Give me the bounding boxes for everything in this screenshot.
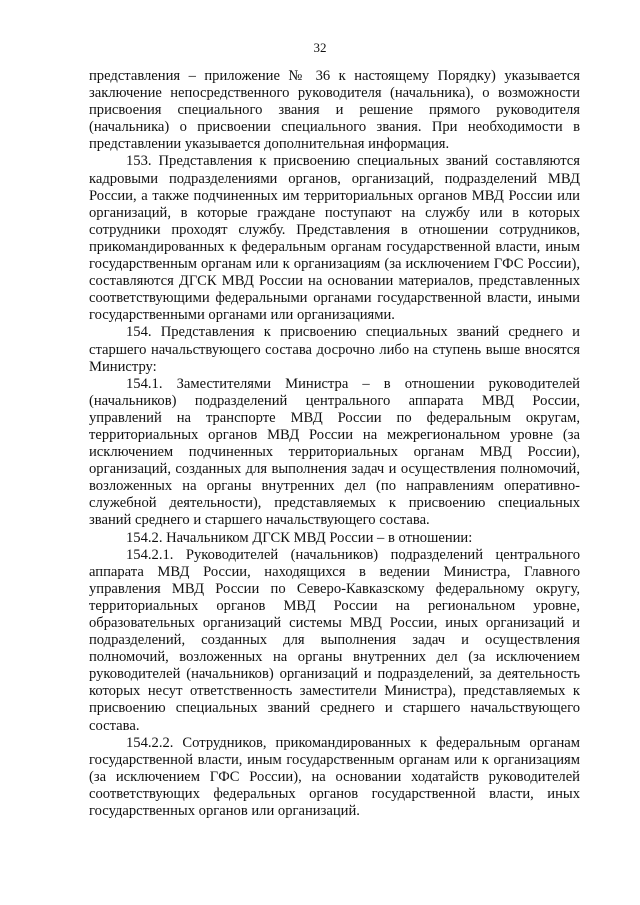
paragraph-154-2-1: 154.2.1. Руководителей (начальников) подразделений центрального аппарата МВД России, находящихся в ведении Министра, Главного управления МВД России по Северо-Кавказскому федеральному округу, территориальных органов МВД России на региональном уровне, образовательных организаций системы МВД России, иных организаций и подразделений, созданных для выполнения задач и осуществления полномочий, возложенных на органы внутренних дел (за исключением руководителей (начальников) организаций и подразделений, за деятельность которых несут ответственность заместители Министра), представляемых к присвоению специальных званий среднего и старшего начальствующего состава. <box>89 546 580 734</box>
paragraph-154: 154. Представления к присвоению специальных званий среднего и старшего начальствующего состава досрочно либо на ступень выше вносятся Министру: <box>89 324 580 375</box>
page-number: 32 <box>313 40 327 55</box>
document-body <box>89 68 580 820</box>
paragraph-153: 153. Представления к присвоению специальных званий составляются кадровыми подразделениями органов, организаций, подразделений МВД России, а также подчиненных им территориальных органов МВД России или организаций, в которые граждане поступают на службу или в которых сотрудники проходят службу. Представления в отношении сотрудников, прикомандированных к федеральным органам государственной власти, иным государственным органам или к организациям (за исключением ГФС России), составляются ДГСК МВД России на основании материалов, представленных соответствующими федеральными органами государственной власти, иными государственными органами или организациями. <box>89 153 580 324</box>
paragraph-154-2: 154.2. Начальником ДГСК МВД России – в отношении: <box>126 529 473 546</box>
paragraph-154-1: 154.1. Заместителями Министра – в отношении руководителей (начальников) подразделений центрального аппарата МВД России, управлений на транспорте МВД России по федеральным округам, территориальных органов МВД России на межрегиональном уровне (за исключением подчиненных территориальных органам МВД России), организаций, созданных для выполнения задач и осуществления полномочий, возложенных на органы внутренних дел (по направлениям оперативно-служебной деятельности), представляемых к присвоению специальных званий среднего и старшего начальствующего состава. <box>89 375 580 529</box>
paragraph-continuation: представления – приложение № 36 к настоящему Порядку) указывается заключение непосредственного руководителя (начальника), о возможности присвоения специального звания и решение прямого руководителя (начальника) о присвоении специального звания. При необходимости в представлении указывается дополнительная информация. <box>89 68 580 153</box>
paragraph-154-2-2: 154.2.2. Сотрудников, прикомандированных к федеральным органам государственной власти, иным государственным органам или к организациям (за исключением ГФС России), на основании ходатайств руководителей соответствующих федеральных органов государственной власти, иных государственных органов или организаций. <box>89 734 580 820</box>
